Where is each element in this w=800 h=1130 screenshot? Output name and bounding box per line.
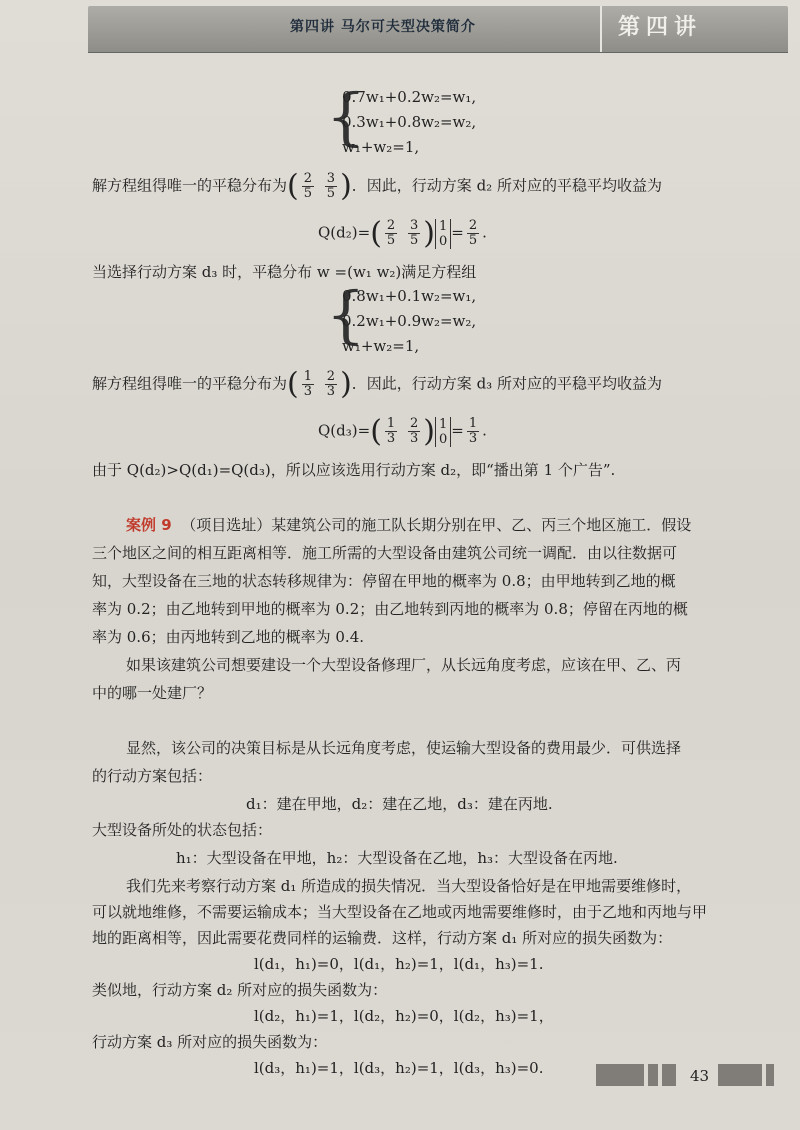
header-divider: [600, 6, 602, 52]
fraction: $\frac{1}{3}$: [303, 369, 313, 399]
footer-block: [648, 1064, 658, 1086]
footer-block: [718, 1064, 762, 1086]
loss-d3-line: l(d₃，h₁)=1，l(d₃，h₂)=1，l(d₃，h₃)=0.: [254, 1059, 544, 1077]
case9-line6: 如果该建筑公司想要建设一个大型设备修理厂，从长远角度考虑，应该在甲、乙、丙: [126, 656, 682, 674]
case9-line1: 案例 9 （项目选址）某建筑公司的施工队长期分别在甲、乙、丙三个地区施工．假设: [126, 516, 692, 534]
analysis-line8: 行动方案 d₃ 所对应的损失函数为：: [92, 1033, 328, 1051]
solve-line-1: 解方程组得唯一的平稳分布为( $\frac{2}{5}$ $\frac{3}{5}$ )．因此，行动方案 d₂ 所对应的平稳平均收益为: [92, 168, 662, 204]
analysis-line7: 类似地，行动方案 d₂ 所对应的损失函数为：: [92, 981, 388, 999]
case9-line4: 率为 0.2；由乙地转到甲地的概率为 0.2；由乙地转到丙地的概率为 0.8；停留在丙地的概: [92, 600, 688, 618]
case9-line5: 率为 0.6；由丙地转到乙地的概率为 0.4.: [92, 628, 365, 646]
fraction: $\frac{3}{5}$: [326, 171, 336, 201]
loss-d2-line: l(d₂，h₁)=1，l(d₂，h₂)=0，l(d₂，h₃)=1，: [254, 1007, 554, 1025]
footer-block: [596, 1064, 644, 1086]
states-line: h₁：大型设备在甲地，h₂：大型设备在乙地，h₃：大型设备在丙地.: [176, 849, 618, 867]
footer-block: [766, 1064, 774, 1086]
fraction: $\frac{2}{3}$: [326, 369, 336, 399]
system1-eq2: 0.3w₁+0.8w₂=w₂,: [342, 113, 477, 131]
case9-line7: 中的哪一处建厂？: [92, 684, 213, 702]
analysis-line3: 大型设备所处的状态包括：: [92, 821, 273, 839]
solve-line-2: 解方程组得唯一的平稳分布为( $\frac{1}{3}$ $\frac{2}{3}$ )．因此，行动方案 d₃ 所对应的平稳平均收益为: [92, 366, 662, 402]
analysis-line5: 可以就地维修，不需要运输成本；当大型设备在乙地或丙地需要维修时，由于乙地和丙地与甲: [92, 903, 708, 921]
choose-d3-line: 当选择行动方案 d₃ 时，平稳分布 w =(w₁ w₂)满足方程组: [92, 263, 477, 281]
analysis-line4: 我们先来考察行动方案 d₁ 所造成的损失情况．当大型设备恰好是在甲地需要维修时，: [126, 877, 692, 895]
footer-block: [662, 1064, 676, 1086]
analysis-line6: 地的距离相等，因此需要花费同样的运输费．这样，行动方案 d₁ 所对应的损失函数为：: [92, 929, 673, 947]
actions-line: d₁：建在甲地，d₂：建在乙地，d₃：建在丙地.: [246, 795, 553, 813]
formula-q-d3: Q(d₃)=( $\frac{1}{3}$ $\frac{2}{3}$ ) 1 0 = $\frac{1}{3}$ .: [318, 414, 487, 449]
formula-q-d2: Q(d₂)=( $\frac{2}{5}$ $\frac{3}{5}$ ) 1 0 = $\frac{2}{5}$ .: [318, 216, 487, 251]
system2-eq1: 0.8w₁+0.1w₂=w₁,: [342, 287, 477, 305]
case9-line3: 知，大型设备在三地的状态转移规律为：停留在甲地的概率为 0.8；由甲地转到乙地的概: [92, 572, 676, 590]
system1-eq3: w₁+w₂=1,: [342, 138, 420, 156]
column-vector: 1 0: [435, 417, 451, 447]
page-number: 43: [690, 1067, 710, 1085]
equation-brace: {: [326, 278, 366, 351]
lecture-label: 第四讲: [618, 14, 703, 40]
system2-eq2: 0.2w₁+0.9w₂=w₂,: [342, 312, 477, 330]
equation-brace: {: [326, 80, 366, 153]
case-label: 案例 9: [126, 516, 172, 534]
analysis-line2: 的行动方案包括：: [92, 767, 213, 785]
conclusion-line: 由于 Q(d₂)>Q(d₁)=Q(d₃)，所以应该选用行动方案 d₂，即“播出第 1 个广告”.: [92, 461, 616, 479]
system2-eq3: w₁+w₂=1,: [342, 337, 420, 355]
analysis-line1: 显然，该公司的决策目标是从长远角度考虑，使运输大型设备的费用最少．可供选择: [126, 739, 682, 757]
fraction: $\frac{2}{5}$: [303, 171, 313, 201]
loss-d1-line: l(d₁，h₁)=0，l(d₁，h₂)=1，l(d₁，h₃)=1.: [254, 955, 544, 973]
column-vector: 1 0: [435, 219, 451, 249]
case9-line2: 三个地区之间的相互距离相等．施工所需的大型设备由建筑公司统一调配．由以往数据可: [92, 544, 678, 562]
chapter-title: 第四讲 马尔可夫型决策简介: [290, 19, 476, 35]
system1-eq1: 0.7w₁+0.2w₂=w₁,: [342, 88, 477, 106]
